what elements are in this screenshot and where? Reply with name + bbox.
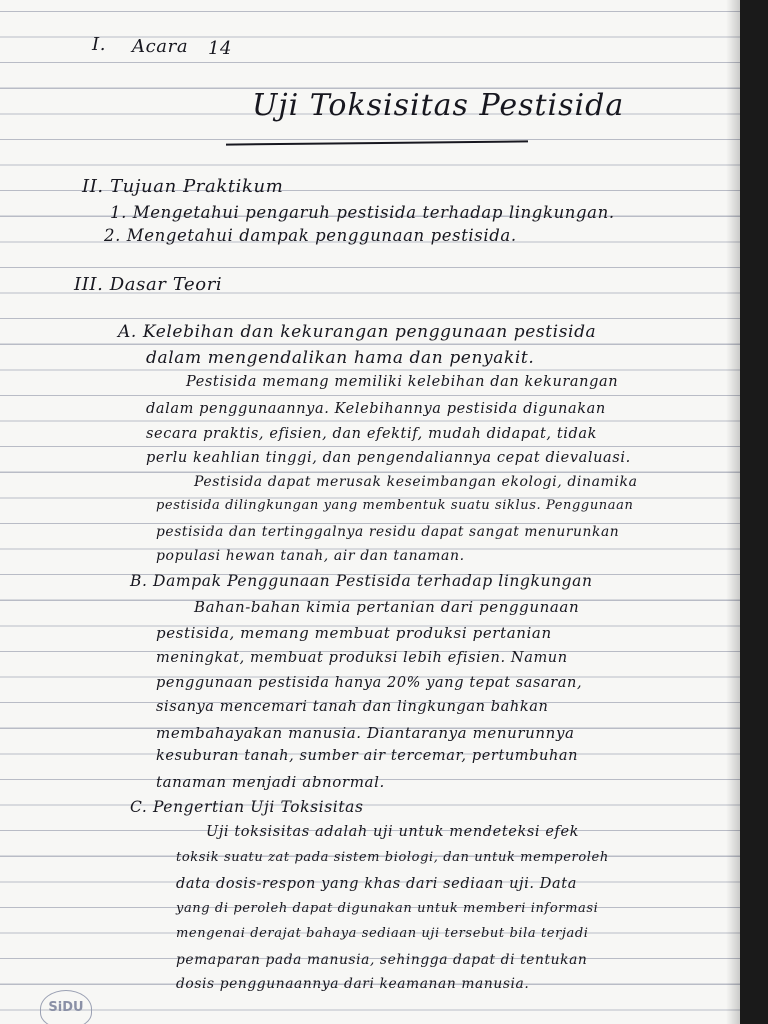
text-line: pestisida dilingkungan yang membentuk suatu siklus. Penggunaan <box>156 498 634 513</box>
text-line: dalam penggunaannya. Kelebihannya pestisida digunakan <box>146 401 606 417</box>
text-line: pestisida, memang membuat produksi pertanian <box>156 624 552 642</box>
subsection-c-heading: C. Pengertian Uji Toksisitas <box>130 798 364 816</box>
text-line: kesuburan tanah, sumber air tercemar, pertumbuhan <box>156 748 579 764</box>
text-line: sisanya mencemari tanah dan lingkungan bahkan <box>156 699 549 715</box>
text-line: membahayakan manusia. Diantaranya menurunnya <box>156 724 575 742</box>
text-line: Pestisida dapat merusak keseimbangan ekologi, dinamika <box>194 474 638 490</box>
text-line: Bahan-bahan kimia pertanian dari penggunaan <box>194 598 580 616</box>
text-line: yang di peroleh dapat digunakan untuk memberi informasi <box>176 901 599 916</box>
text-line: populasi hewan tanah, air dan tanaman. <box>156 548 465 564</box>
text-line: data dosis-respon yang khas dari sediaan uji. Data <box>176 876 577 892</box>
text-line: meningkat, membuat produksi lebih efisien. Namun <box>156 650 568 666</box>
tujuan-item: 2. Mengetahui dampak penggunaan pestisida. <box>104 226 517 245</box>
section-ii-heading: II. Tujuan Praktikum <box>82 176 284 197</box>
text-line: penggunaan pestisida hanya 20% yang tepat sasaran, <box>156 675 583 691</box>
text-line: perlu keahlian tinggi, dan pengendaliannya cepat dievaluasi. <box>146 450 631 466</box>
text-line: tanaman menjadi abnormal. <box>156 773 385 791</box>
text-line: mengenai derajat bahaya sediaan uji tersebut bila terjadi <box>176 926 589 941</box>
text-line: toksik suatu zat pada sistem biologi, dan untuk memperoleh <box>176 850 609 865</box>
page-edge-shadow <box>726 0 740 1024</box>
acara-number: 14 <box>208 38 233 59</box>
section-iii-heading: III. Dasar Teori <box>74 274 223 295</box>
tujuan-item: 1. Mengetahui pengaruh pestisida terhadap lingkungan. <box>110 203 615 222</box>
text-line: secara praktis, efisien, dan efektif, mudah didapat, tidak <box>146 426 598 442</box>
sidu-logo: SiDU <box>40 990 92 1024</box>
subsection-a-heading: A. Kelebihan dan kekurangan penggunaan pestisida <box>118 322 597 342</box>
acara-label: Acara <box>132 36 189 57</box>
text-line: Uji toksisitas adalah uji untuk mendeteksi efek <box>206 824 580 840</box>
subsection-b-heading: B. Dampak Penggunaan Pestisida terhadap lingkungan <box>130 572 593 590</box>
text-line: dosis penggunaannya dari keamanan manusia. <box>176 976 530 992</box>
header-numeral: I. <box>92 34 107 55</box>
subsection-a-heading-cont: dalam mengendalikan hama dan penyakit. <box>146 348 535 368</box>
page-title: Uji Toksisitas Pestisida <box>252 88 625 123</box>
text-line: Pestisida memang memiliki kelebihan dan kekurangan <box>186 374 619 390</box>
text-line: pestisida dan tertinggalnya residu dapat sangat menurunkan <box>156 524 620 540</box>
title-underline <box>226 140 528 145</box>
text-line: pemaparan pada manusia, sehingga dapat di tentukan <box>176 952 588 968</box>
